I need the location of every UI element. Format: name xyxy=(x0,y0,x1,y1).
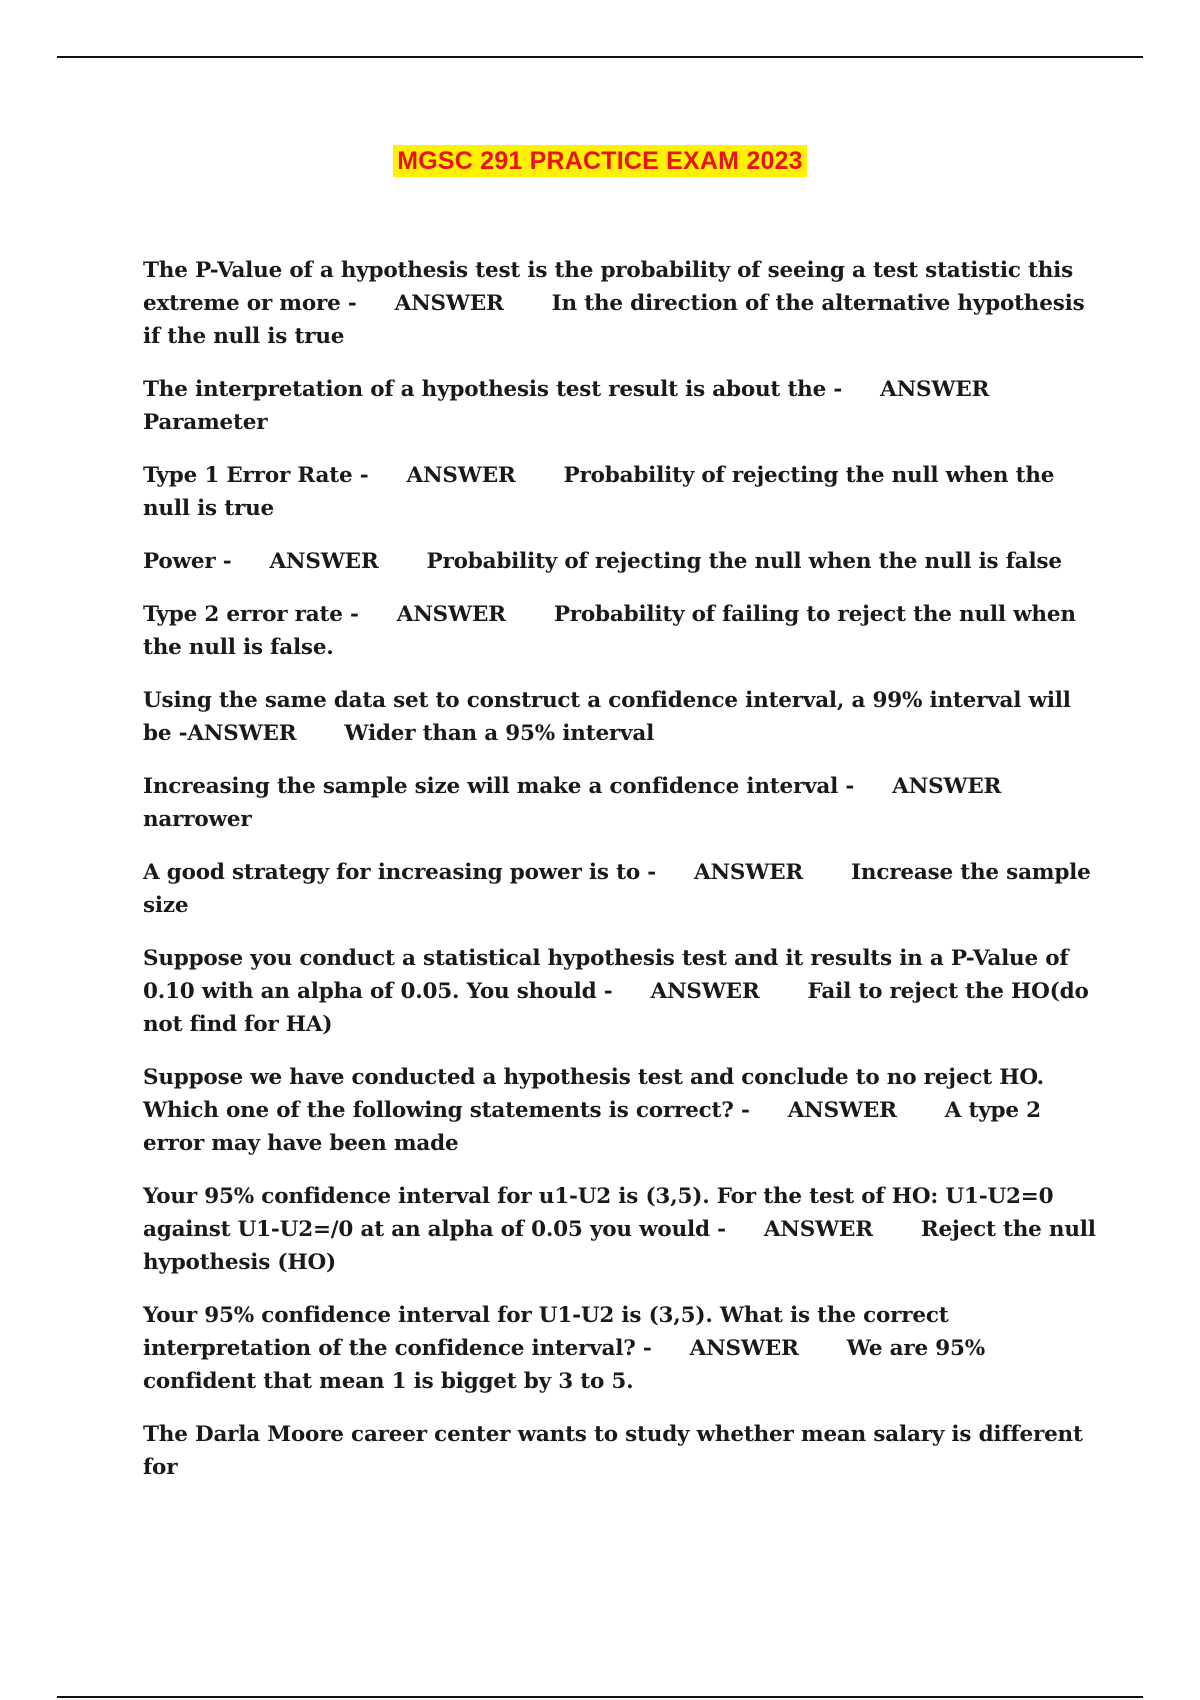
answer-label: ANSWER xyxy=(396,602,506,627)
answer-label: ANSWER xyxy=(394,291,504,316)
answer-text: Fail to reject the HO(do not find for HA) xyxy=(143,979,1089,1037)
answer-text: Reject the null hypothesis (HO) xyxy=(143,1217,1096,1275)
qa-item xyxy=(143,770,1103,836)
qa-item xyxy=(143,545,1103,578)
question-text: Increasing the sample size will make a confidence interval - xyxy=(143,774,855,799)
answer-label: ANSWER xyxy=(763,1217,873,1242)
qa-item xyxy=(143,459,1103,525)
answer-label: ANSWER xyxy=(269,549,379,574)
qa-item xyxy=(143,942,1103,1041)
top-divider xyxy=(57,56,1143,58)
answer-text: narrower xyxy=(143,807,252,832)
question-text: Your 95% confidence interval for u1-U2 is (3,5). For the test of HO: U1-U2=0 against U1-U2=/0 at an alpha of 0.05 you would - xyxy=(143,1184,1054,1242)
question-text: Type 1 Error Rate - xyxy=(143,463,369,488)
question-text: Type 2 error rate - xyxy=(143,602,359,627)
title-container xyxy=(0,145,1200,177)
bottom-divider xyxy=(57,1696,1143,1698)
qa-item xyxy=(143,373,1103,439)
answer-label: ANSWER xyxy=(787,1098,897,1123)
qa-item xyxy=(143,856,1103,922)
question-text: Your 95% confidence interval for U1-U2 is (3,5). What is the correct interpretation of the confidence interval? - xyxy=(143,1303,949,1361)
qa-item xyxy=(143,684,1103,750)
answer-text: Probability of rejecting the null when the null is false xyxy=(426,549,1062,574)
answer-text: We are 95% confident that mean 1 is bigget by 3 to 5. xyxy=(143,1336,985,1394)
answer-text: Probability of failing to reject the null when the null is false. xyxy=(143,602,1076,660)
question-text: Power - xyxy=(143,549,232,574)
answer-text: Parameter xyxy=(143,410,268,435)
qa-list xyxy=(143,254,1103,1504)
answer-label: ANSWER xyxy=(689,1336,799,1361)
answer-label: ANSWER xyxy=(650,979,760,1004)
qa-item xyxy=(143,1299,1103,1398)
document-title: MGSC 291 PRACTICE EXAM 2023 xyxy=(393,145,807,177)
qa-item xyxy=(143,254,1103,353)
question-text: A good strategy for increasing power is to - xyxy=(143,860,656,885)
question-text: Using the same data set to construct a confidence interval, a 99% interval will be - xyxy=(143,688,1071,746)
answer-label: ANSWER xyxy=(406,463,516,488)
qa-item xyxy=(143,1061,1103,1160)
answer-text: A type 2 error may have been made xyxy=(143,1098,1041,1156)
question-text: Suppose we have conducted a hypothesis test and conclude to no reject HO. Which one of the following statements is correct? - xyxy=(143,1065,1044,1123)
answer-text: Increase the sample size xyxy=(143,860,1091,918)
qa-item xyxy=(143,598,1103,664)
question-text: Suppose you conduct a statistical hypothesis test and it results in a P-Value of 0.10 with an alpha of 0.05. You should - xyxy=(143,946,1069,1004)
qa-item xyxy=(143,1180,1103,1279)
answer-label: ANSWER xyxy=(880,377,990,402)
answer-label: ANSWER xyxy=(892,774,1002,799)
answer-label: ANSWER xyxy=(693,860,804,885)
question-text: The interpretation of a hypothesis test result is about the - xyxy=(143,377,843,402)
trailing-question: The Darla Moore career center wants to study whether mean salary is different for xyxy=(143,1422,1083,1480)
answer-text: Probability of rejecting the null when the null is true xyxy=(143,463,1055,521)
answer-text: Wider than a 95% interval xyxy=(344,721,655,746)
question-text: The P-Value of a hypothesis test is the probability of seeing a test statistic this extreme or more - xyxy=(143,258,1074,316)
answer-label: ANSWER xyxy=(187,721,297,746)
answer-text: In the direction of the alternative hypothesis if the null is true xyxy=(143,291,1085,349)
